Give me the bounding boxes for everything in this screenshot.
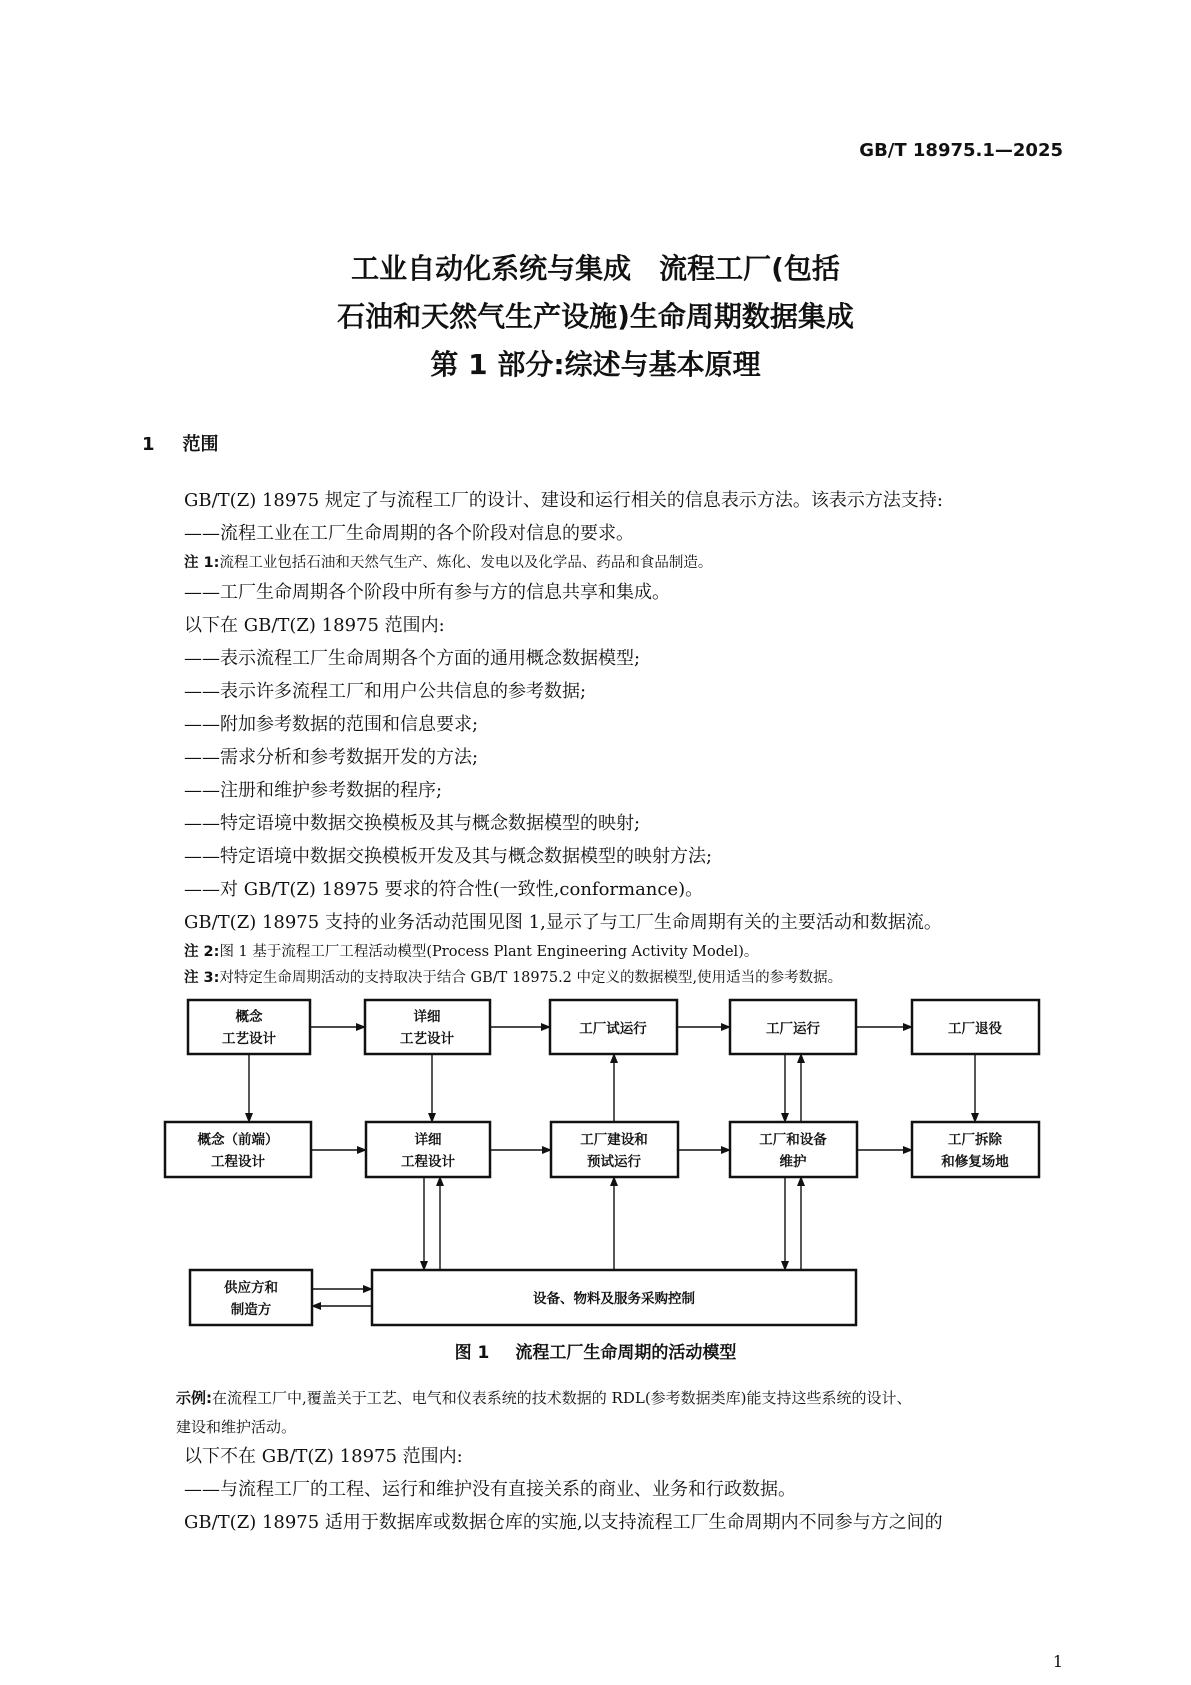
box-text: 工艺设计: [400, 1031, 454, 1047]
box-text: 工程设计: [401, 1154, 455, 1170]
box-text: 工厂和设备: [759, 1132, 827, 1148]
note-text: 图 1 基于流程工厂工程活动模型(Process Plant Engineering Activity Model)。: [219, 944, 759, 960]
example-label: 示例:: [176, 1389, 212, 1407]
box-text: 预试运行: [587, 1154, 641, 1170]
box-text: 工厂拆除: [948, 1132, 1002, 1148]
dash-item: ——工厂生命周期各个阶段中所有参与方的信息共享和集成。: [184, 582, 670, 603]
section-number: 1: [142, 434, 155, 455]
section-title: 范围: [182, 434, 219, 455]
box-text: 工厂运行: [766, 1021, 820, 1037]
standard-code: GB/T 18975.1—2025: [859, 140, 1063, 161]
list-item: ——特定语境中数据交换模板及其与概念数据模型的映射;: [184, 813, 641, 834]
box-text: 和修复场地: [941, 1154, 1009, 1170]
example-block: [176, 1384, 1064, 1442]
box-text: 概念（前端）: [197, 1132, 279, 1148]
paragraph: GB/T(Z) 18975 支持的业务活动范围见图 1,显示了与工厂生命周期有关的主要活动和数据流。: [184, 912, 942, 933]
box-text: 详细: [413, 1009, 441, 1025]
example-text-cont: 建设和维护活动。: [176, 1418, 297, 1436]
list-item: ——表示许多流程工厂和用户公共信息的参考数据;: [184, 681, 587, 702]
note-text: 对特定生命周期活动的支持取决于结合 GB/T 18975.2 中定义的数据模型,使用适当的参考数据。: [219, 970, 843, 986]
box-text: 工厂试运行: [579, 1021, 647, 1037]
note-text: 流程工业包括石油和天然气生产、炼化、发电以及化学品、药品和食品制造。: [219, 555, 713, 571]
list-item: ——对 GB/T(Z) 18975 要求的符合性(一致性,conformance)。: [184, 879, 704, 900]
figure-caption: [0, 1338, 1191, 1363]
box-text: 维护: [779, 1154, 807, 1170]
note-label: 注 2:: [184, 944, 220, 960]
out-of-scope-body: [184, 1440, 1064, 1539]
paragraph: 以下不在 GB/T(Z) 18975 范围内:: [184, 1446, 463, 1467]
box-text: 供应方和: [224, 1280, 278, 1296]
page-number: 1: [1052, 1652, 1063, 1671]
box-text: 工厂退役: [948, 1021, 1002, 1037]
box-text: 制造方: [230, 1302, 272, 1318]
paragraph: GB/T(Z) 18975 规定了与流程工厂的设计、建设和运行相关的信息表示方法。该表示方法支持:: [184, 490, 943, 511]
box-text: 详细: [414, 1132, 442, 1148]
figure-title: 流程工厂生命周期的活动模型: [515, 1343, 737, 1363]
title-line-1: 工业自动化系统与集成 流程工厂(包括: [351, 252, 840, 285]
box-text: 概念: [235, 1009, 263, 1025]
title-line-2: 石油和天然气生产设施)生命周期数据集成: [337, 300, 854, 333]
list-item: ——表示流程工厂生命周期各个方面的通用概念数据模型;: [184, 648, 641, 669]
note-label: 注 1:: [184, 555, 220, 571]
example-text: 在流程工厂中,覆盖关于工艺、电气和仪表系统的技术数据的 RDL(参考数据类库)能支持这些系统的设计、: [212, 1389, 912, 1407]
paragraph: 以下在 GB/T(Z) 18975 范围内:: [184, 615, 445, 636]
list-item: ——附加参考数据的范围和信息要求;: [184, 714, 479, 735]
box-text: 设备、物料及服务采购控制: [533, 1291, 695, 1307]
note-label: 注 3:: [184, 970, 220, 986]
list-item: ——注册和维护参考数据的程序;: [184, 780, 443, 801]
box-text: 工程设计: [211, 1154, 265, 1170]
figure-number: 图 1: [454, 1343, 490, 1363]
paragraph: GB/T(Z) 18975 适用于数据库或数据仓库的实施,以支持流程工厂生命周期内不同参与方之间的: [184, 1512, 943, 1533]
list-item: ——需求分析和参考数据开发的方法;: [184, 747, 479, 768]
list-item: ——特定语境中数据交换模板开发及其与概念数据模型的映射方法;: [184, 846, 713, 867]
dash-item: ——与流程工厂的工程、运行和维护没有直接关系的商业、业务和行政数据。: [184, 1479, 796, 1500]
box-text: 工厂建设和: [580, 1132, 648, 1148]
box-text: 工艺设计: [222, 1031, 276, 1047]
title-line-3: 第 1 部分:综述与基本原理: [430, 348, 761, 381]
dash-item: ——流程工业在工厂生命周期的各个阶段对信息的要求。: [184, 523, 634, 544]
